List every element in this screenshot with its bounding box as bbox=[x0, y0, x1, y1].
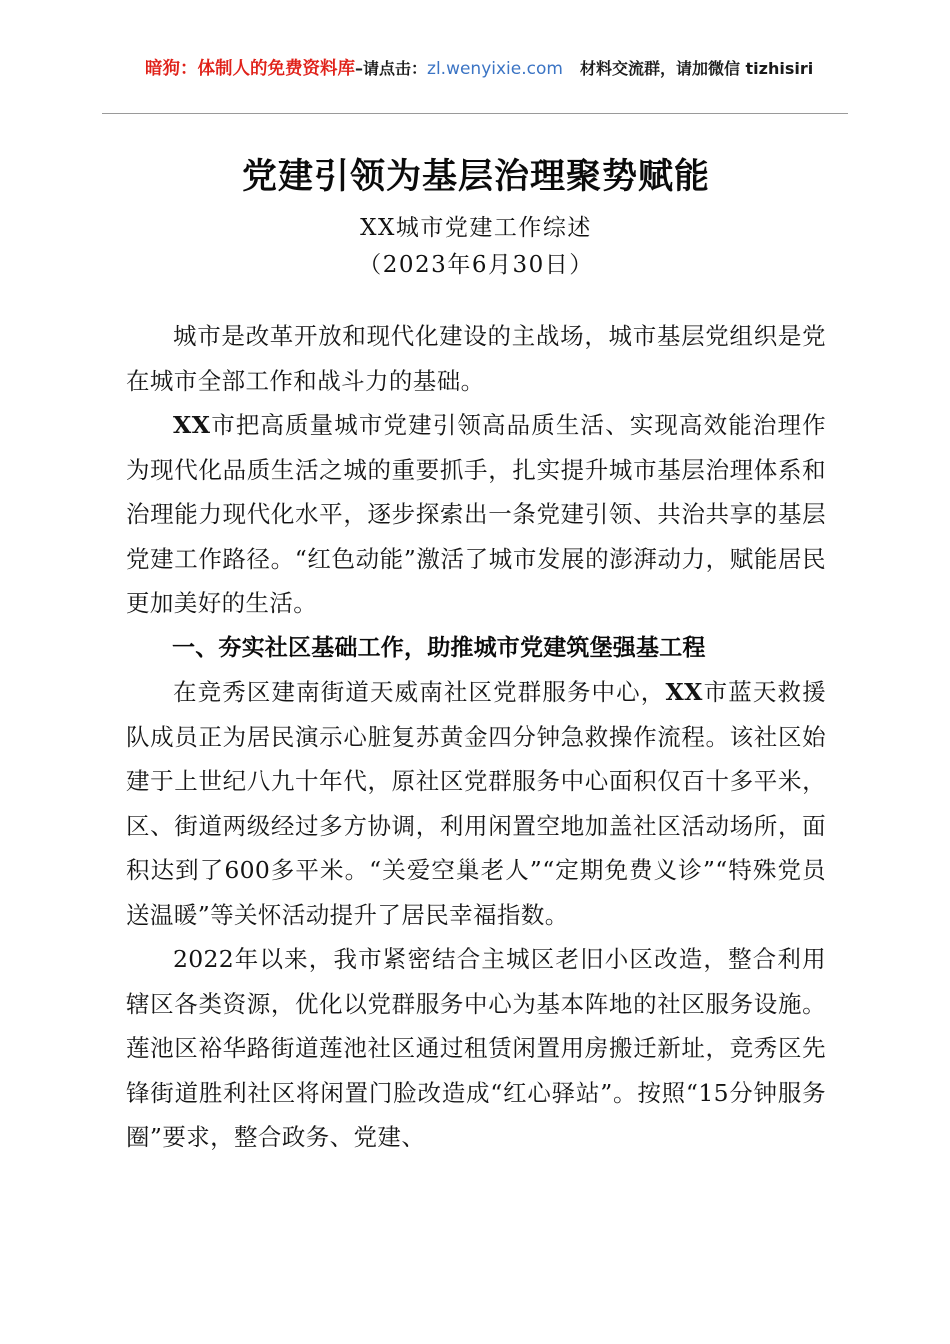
intro-paragraph: 城市是改革开放和现代化建设的主战场，城市基层党组织是党在城市全部工作和战斗力的基础。 bbox=[126, 322, 826, 395]
overview-paragraph: XX市把高质量城市党建引领高品质生活、实现高效能治理作为现代化品质生活之城的重要抓手，扎实提升城市基层治理体系和治理能力现代化水平，逐步探索出一条党建引领、共治共享的基层党建工作路径。“红色动能”激活了城市发展的澎湃动力，赋能居民更加美好的生活。 bbox=[126, 411, 826, 617]
document-title: 党建引领为基层治理聚势赋能 bbox=[241, 157, 710, 197]
header-divider-rule bbox=[102, 113, 848, 114]
header-cta-text: –请点击： bbox=[355, 59, 428, 78]
resource-integration-paragraph: 2022年以来，我市紧密结合主城区老旧小区改造，整合利用辖区各类资源，优化以党群服务中心为基本阵地的社区服务设施。莲池区裕华路街道莲池社区通过租赁闲置用房搬迁新址，竞秀区先锋街道胜利社区将闲置门脸改造成“红心驿站”。按照“15分钟服务圈”要求，整合政务、党建、 bbox=[126, 945, 826, 1151]
header-website-link[interactable]: zl.wenyixie.com bbox=[427, 59, 563, 79]
header-promo-line bbox=[145, 56, 817, 82]
header-wechat-note: 材料交流群，请加微信 tizhisiri bbox=[579, 59, 814, 78]
page-header-banner bbox=[0, 56, 950, 116]
document-dateline: （2023年6月30日） bbox=[358, 252, 594, 278]
document-subtitle: XX城市党建工作综述 bbox=[360, 215, 592, 241]
section-heading-one: 一、夯实社区基础工作，助推城市党建筑堡强基工程 bbox=[172, 634, 706, 661]
community-case-paragraph: 在竞秀区建南街道天威南社区党群服务中心，XX市蓝天救援队成员正为居民演示心脏复苏黄金四分钟急救操作流程。该社区始建于上世纪八九十年代，原社区党群服务中心面积仅百十多平米，区、街道两级经过多方协调，利用闲置空地加盖社区活动场所，面积达到了600多平米。“关爱空巢老人”“定期免费义诊”“特殊党员送温暖”等关怀活动提升了居民幸福指数。 bbox=[126, 678, 826, 929]
document-content bbox=[126, 150, 826, 1160]
header-brand-text: 暗狗：体制人的免费资料库 bbox=[145, 59, 355, 79]
document-body bbox=[126, 314, 826, 1160]
